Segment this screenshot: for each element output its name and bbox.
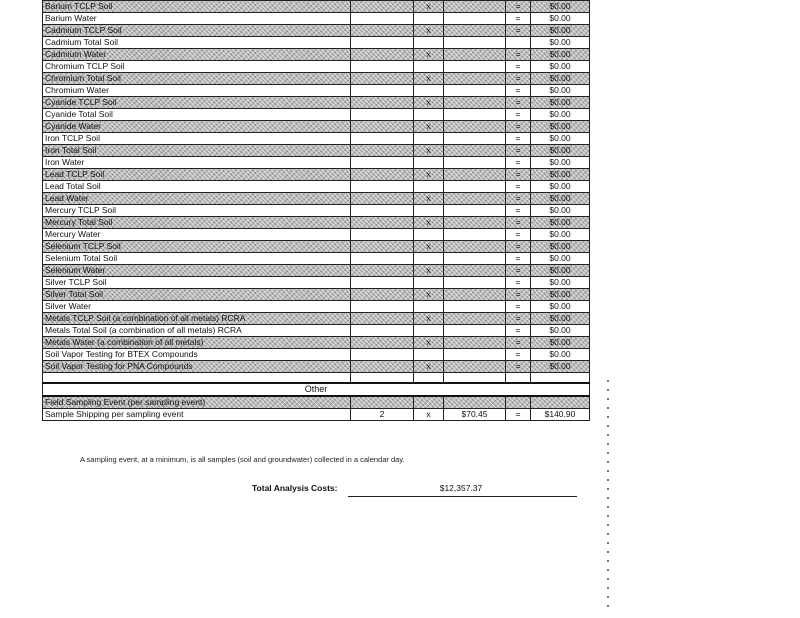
item-description: Metals Total Soil (a combination of all metals) RCRA xyxy=(43,325,351,337)
line-total: $0.00 xyxy=(531,133,590,145)
item-description: Chromium TCLP Soil xyxy=(43,61,351,73)
equals-sign: = xyxy=(506,145,531,157)
total-underline xyxy=(348,496,577,497)
unit-cost xyxy=(444,133,506,145)
line-total: $0.00 xyxy=(531,241,590,253)
line-total: $140.90 xyxy=(531,409,590,421)
table-row xyxy=(43,97,590,109)
unit-cost xyxy=(444,193,506,205)
equals-sign: = xyxy=(506,13,531,25)
equals-sign: = xyxy=(506,133,531,145)
equals-sign: = xyxy=(506,253,531,265)
analysis-cost-table xyxy=(42,0,590,421)
times-sign xyxy=(414,349,444,361)
item-quantity xyxy=(351,349,414,361)
unit-cost xyxy=(444,13,506,25)
times-sign xyxy=(414,85,444,97)
times-sign: x xyxy=(414,145,444,157)
item-quantity xyxy=(351,337,414,349)
times-sign xyxy=(414,133,444,145)
item-quantity xyxy=(351,109,414,121)
spacer-cell xyxy=(444,373,506,384)
item-description: Silver TCLP Soil xyxy=(43,277,351,289)
unit-cost xyxy=(444,289,506,301)
equals-sign: = xyxy=(506,49,531,61)
unit-cost xyxy=(444,145,506,157)
item-quantity xyxy=(351,49,414,61)
item-quantity xyxy=(351,13,414,25)
times-sign: x xyxy=(414,121,444,133)
item-quantity xyxy=(351,361,414,373)
line-total: $0.00 xyxy=(531,73,590,85)
unit-cost xyxy=(444,1,506,13)
item-quantity xyxy=(351,181,414,193)
item-quantity xyxy=(351,25,414,37)
times-sign xyxy=(414,13,444,25)
equals-sign xyxy=(506,396,531,409)
item-description: Cadmium Total Soil xyxy=(43,37,351,49)
times-sign: x xyxy=(414,241,444,253)
times-sign: x xyxy=(414,289,444,301)
item-quantity xyxy=(351,277,414,289)
item-quantity xyxy=(351,217,414,229)
equals-sign: = xyxy=(506,97,531,109)
item-description: Mercury Total Soil xyxy=(43,217,351,229)
equals-sign: = xyxy=(506,229,531,241)
item-quantity xyxy=(351,313,414,325)
item-quantity xyxy=(351,253,414,265)
item-quantity xyxy=(351,193,414,205)
item-description: Iron Water xyxy=(43,157,351,169)
line-total: $0.00 xyxy=(531,301,590,313)
equals-sign: = xyxy=(506,337,531,349)
unit-cost xyxy=(444,325,506,337)
unit-cost xyxy=(444,109,506,121)
table-row xyxy=(43,109,590,121)
line-total: $0.00 xyxy=(531,181,590,193)
times-sign: x xyxy=(414,73,444,85)
item-quantity xyxy=(351,396,414,409)
equals-sign: = xyxy=(506,289,531,301)
section-header-row xyxy=(43,383,590,396)
section-other-title: Other xyxy=(43,383,590,396)
times-sign: x xyxy=(414,313,444,325)
table-row xyxy=(43,229,590,241)
item-description: Mercury TCLP Soil xyxy=(43,205,351,217)
item-description: Field Sampling Event (per sampling event) xyxy=(43,396,351,409)
item-quantity xyxy=(351,241,414,253)
unit-cost xyxy=(444,217,506,229)
unit-cost xyxy=(444,37,506,49)
times-sign xyxy=(414,61,444,73)
equals-sign: = xyxy=(506,157,531,169)
unit-cost xyxy=(444,241,506,253)
item-description: Mercury Water xyxy=(43,229,351,241)
line-total: $0.00 xyxy=(531,97,590,109)
equals-sign: = xyxy=(506,265,531,277)
spacer-cell xyxy=(351,373,414,384)
item-quantity xyxy=(351,157,414,169)
item-description: Cyanide Water xyxy=(43,121,351,133)
unit-cost xyxy=(444,301,506,313)
item-description: Lead Water xyxy=(43,193,351,205)
table-row xyxy=(43,349,590,361)
table-row xyxy=(43,301,590,313)
item-quantity xyxy=(351,73,414,85)
total-analysis-costs-value: $12,357.37 xyxy=(439,483,483,493)
item-description: Silver Total Soil xyxy=(43,289,351,301)
times-sign: x xyxy=(414,337,444,349)
times-sign xyxy=(414,253,444,265)
item-quantity xyxy=(351,61,414,73)
item-description: Selenium Water xyxy=(43,265,351,277)
spacer-cell xyxy=(506,373,531,384)
item-description: Selenium Total Soil xyxy=(43,253,351,265)
table-row xyxy=(43,25,590,37)
table-row xyxy=(43,157,590,169)
equals-sign: = xyxy=(506,205,531,217)
times-sign xyxy=(414,301,444,313)
equals-sign xyxy=(506,37,531,49)
line-total: $0.00 xyxy=(531,13,590,25)
table-row xyxy=(43,133,590,145)
line-total: $0.00 xyxy=(531,217,590,229)
table-row xyxy=(43,325,590,337)
item-description: Lead TCLP Soil xyxy=(43,169,351,181)
item-quantity xyxy=(351,1,414,13)
item-description: Lead Total Soil xyxy=(43,181,351,193)
table-row xyxy=(43,145,590,157)
equals-sign: = xyxy=(506,217,531,229)
table-row xyxy=(43,121,590,133)
equals-sign: = xyxy=(506,85,531,97)
item-description: Barium Water xyxy=(43,13,351,25)
times-sign xyxy=(414,181,444,193)
line-total: $0.00 xyxy=(531,325,590,337)
table-row xyxy=(43,253,590,265)
unit-cost xyxy=(444,61,506,73)
item-quantity xyxy=(351,97,414,109)
line-total: $0.00 xyxy=(531,25,590,37)
times-sign: x xyxy=(414,217,444,229)
spacer-row xyxy=(43,373,590,384)
line-total: $0.00 xyxy=(531,109,590,121)
line-total: $0.00 xyxy=(531,253,590,265)
item-quantity xyxy=(351,169,414,181)
equals-sign: = xyxy=(506,313,531,325)
table-row xyxy=(43,409,590,421)
line-total: $0.00 xyxy=(531,349,590,361)
item-quantity xyxy=(351,133,414,145)
table-row xyxy=(43,73,590,85)
table-row xyxy=(43,181,590,193)
times-sign: x xyxy=(414,193,444,205)
line-total xyxy=(531,396,590,409)
line-total: $0.00 xyxy=(531,49,590,61)
item-description: Sample Shipping per sampling event xyxy=(43,409,351,421)
line-total: $0.00 xyxy=(531,337,590,349)
times-sign xyxy=(414,157,444,169)
unit-cost xyxy=(444,121,506,133)
table-row xyxy=(43,1,590,13)
line-total: $0.00 xyxy=(531,37,590,49)
equals-sign: = xyxy=(506,109,531,121)
item-quantity: 2 xyxy=(351,409,414,421)
item-description: Silver Water xyxy=(43,301,351,313)
table-row xyxy=(43,265,590,277)
equals-sign: = xyxy=(506,1,531,13)
times-sign xyxy=(414,229,444,241)
line-total: $0.00 xyxy=(531,313,590,325)
item-description: Soil Vapor Testing for PNA Compounds xyxy=(43,361,351,373)
unit-cost xyxy=(444,277,506,289)
item-quantity xyxy=(351,85,414,97)
unit-cost xyxy=(444,337,506,349)
times-sign: x xyxy=(414,97,444,109)
line-total: $0.00 xyxy=(531,289,590,301)
unit-cost xyxy=(444,229,506,241)
equals-sign: = xyxy=(506,61,531,73)
spacer-cell xyxy=(531,373,590,384)
unit-cost xyxy=(444,205,506,217)
scan-edge-marks xyxy=(607,380,609,610)
unit-cost xyxy=(444,181,506,193)
times-sign: x xyxy=(414,49,444,61)
unit-cost xyxy=(444,253,506,265)
item-description: Selenium TCLP Soil xyxy=(43,241,351,253)
equals-sign: = xyxy=(506,121,531,133)
item-description: Iron Total Soil xyxy=(43,145,351,157)
line-total: $0.00 xyxy=(531,277,590,289)
times-sign xyxy=(414,37,444,49)
line-total: $0.00 xyxy=(531,121,590,133)
item-description: Chromium Total Soil xyxy=(43,73,351,85)
equals-sign: = xyxy=(506,169,531,181)
equals-sign: = xyxy=(506,277,531,289)
equals-sign: = xyxy=(506,301,531,313)
table-row xyxy=(43,193,590,205)
table-row xyxy=(43,217,590,229)
times-sign: x xyxy=(414,169,444,181)
cost-sheet xyxy=(42,0,579,421)
equals-sign: = xyxy=(506,409,531,421)
table-row xyxy=(43,337,590,349)
unit-cost xyxy=(444,169,506,181)
item-quantity xyxy=(351,229,414,241)
times-sign: x xyxy=(414,25,444,37)
item-description: Metals TCLP Soil (a combination of all metals) RCRA xyxy=(43,313,351,325)
equals-sign: = xyxy=(506,193,531,205)
line-total: $0.00 xyxy=(531,205,590,217)
line-total: $0.00 xyxy=(531,361,590,373)
unit-cost xyxy=(444,157,506,169)
times-sign: x xyxy=(414,409,444,421)
sampling-event-footnote: A sampling event, at a minimum, is all samples (soil and groundwater) collected in a calendar day. xyxy=(80,455,405,464)
equals-sign: = xyxy=(506,73,531,85)
table-row xyxy=(43,205,590,217)
unit-cost xyxy=(444,361,506,373)
table-row xyxy=(43,49,590,61)
table-row xyxy=(43,289,590,301)
table-row xyxy=(43,277,590,289)
equals-sign: = xyxy=(506,181,531,193)
item-quantity xyxy=(351,37,414,49)
item-description: Barium TCLP Soil xyxy=(43,1,351,13)
unit-cost xyxy=(444,73,506,85)
table-row xyxy=(43,37,590,49)
table-row xyxy=(43,396,590,409)
item-quantity xyxy=(351,205,414,217)
unit-cost xyxy=(444,49,506,61)
line-total: $0.00 xyxy=(531,229,590,241)
line-total: $0.00 xyxy=(531,1,590,13)
item-description: Iron TCLP Soil xyxy=(43,133,351,145)
unit-cost xyxy=(444,265,506,277)
times-sign xyxy=(414,325,444,337)
item-quantity xyxy=(351,265,414,277)
times-sign: x xyxy=(414,265,444,277)
unit-cost xyxy=(444,85,506,97)
table-row xyxy=(43,361,590,373)
line-total: $0.00 xyxy=(531,265,590,277)
line-total: $0.00 xyxy=(531,85,590,97)
equals-sign: = xyxy=(506,241,531,253)
unit-cost xyxy=(444,396,506,409)
spacer-cell xyxy=(414,373,444,384)
unit-cost xyxy=(444,25,506,37)
item-description: Cyanide Total Soil xyxy=(43,109,351,121)
line-total: $0.00 xyxy=(531,169,590,181)
item-quantity xyxy=(351,145,414,157)
item-quantity xyxy=(351,325,414,337)
unit-cost xyxy=(444,349,506,361)
unit-cost xyxy=(444,313,506,325)
times-sign xyxy=(414,109,444,121)
item-description: Metals Water (a combination of all metals) xyxy=(43,337,351,349)
equals-sign: = xyxy=(506,349,531,361)
unit-cost: $70.45 xyxy=(444,409,506,421)
item-quantity xyxy=(351,121,414,133)
item-quantity xyxy=(351,289,414,301)
equals-sign: = xyxy=(506,361,531,373)
table-row xyxy=(43,169,590,181)
item-description: Cadmium Water xyxy=(43,49,351,61)
unit-cost xyxy=(444,97,506,109)
item-description: Cyanide TCLP Soil xyxy=(43,97,351,109)
line-total: $0.00 xyxy=(531,193,590,205)
equals-sign: = xyxy=(506,25,531,37)
line-total: $0.00 xyxy=(531,157,590,169)
equals-sign: = xyxy=(506,325,531,337)
table-row xyxy=(43,13,590,25)
total-analysis-costs-label: Total Analysis Costs: xyxy=(252,483,338,493)
line-total: $0.00 xyxy=(531,145,590,157)
times-sign xyxy=(414,205,444,217)
table-row xyxy=(43,85,590,97)
item-description: Soil Vapor Testing for BTEX Compounds xyxy=(43,349,351,361)
times-sign xyxy=(414,396,444,409)
item-description: Cadmium TCLP Soil xyxy=(43,25,351,37)
item-quantity xyxy=(351,301,414,313)
spacer-cell xyxy=(43,373,351,384)
table-row xyxy=(43,241,590,253)
line-total: $0.00 xyxy=(531,61,590,73)
times-sign: x xyxy=(414,1,444,13)
table-row xyxy=(43,313,590,325)
item-description: Chromium Water xyxy=(43,85,351,97)
times-sign: x xyxy=(414,361,444,373)
table-row xyxy=(43,61,590,73)
times-sign xyxy=(414,277,444,289)
